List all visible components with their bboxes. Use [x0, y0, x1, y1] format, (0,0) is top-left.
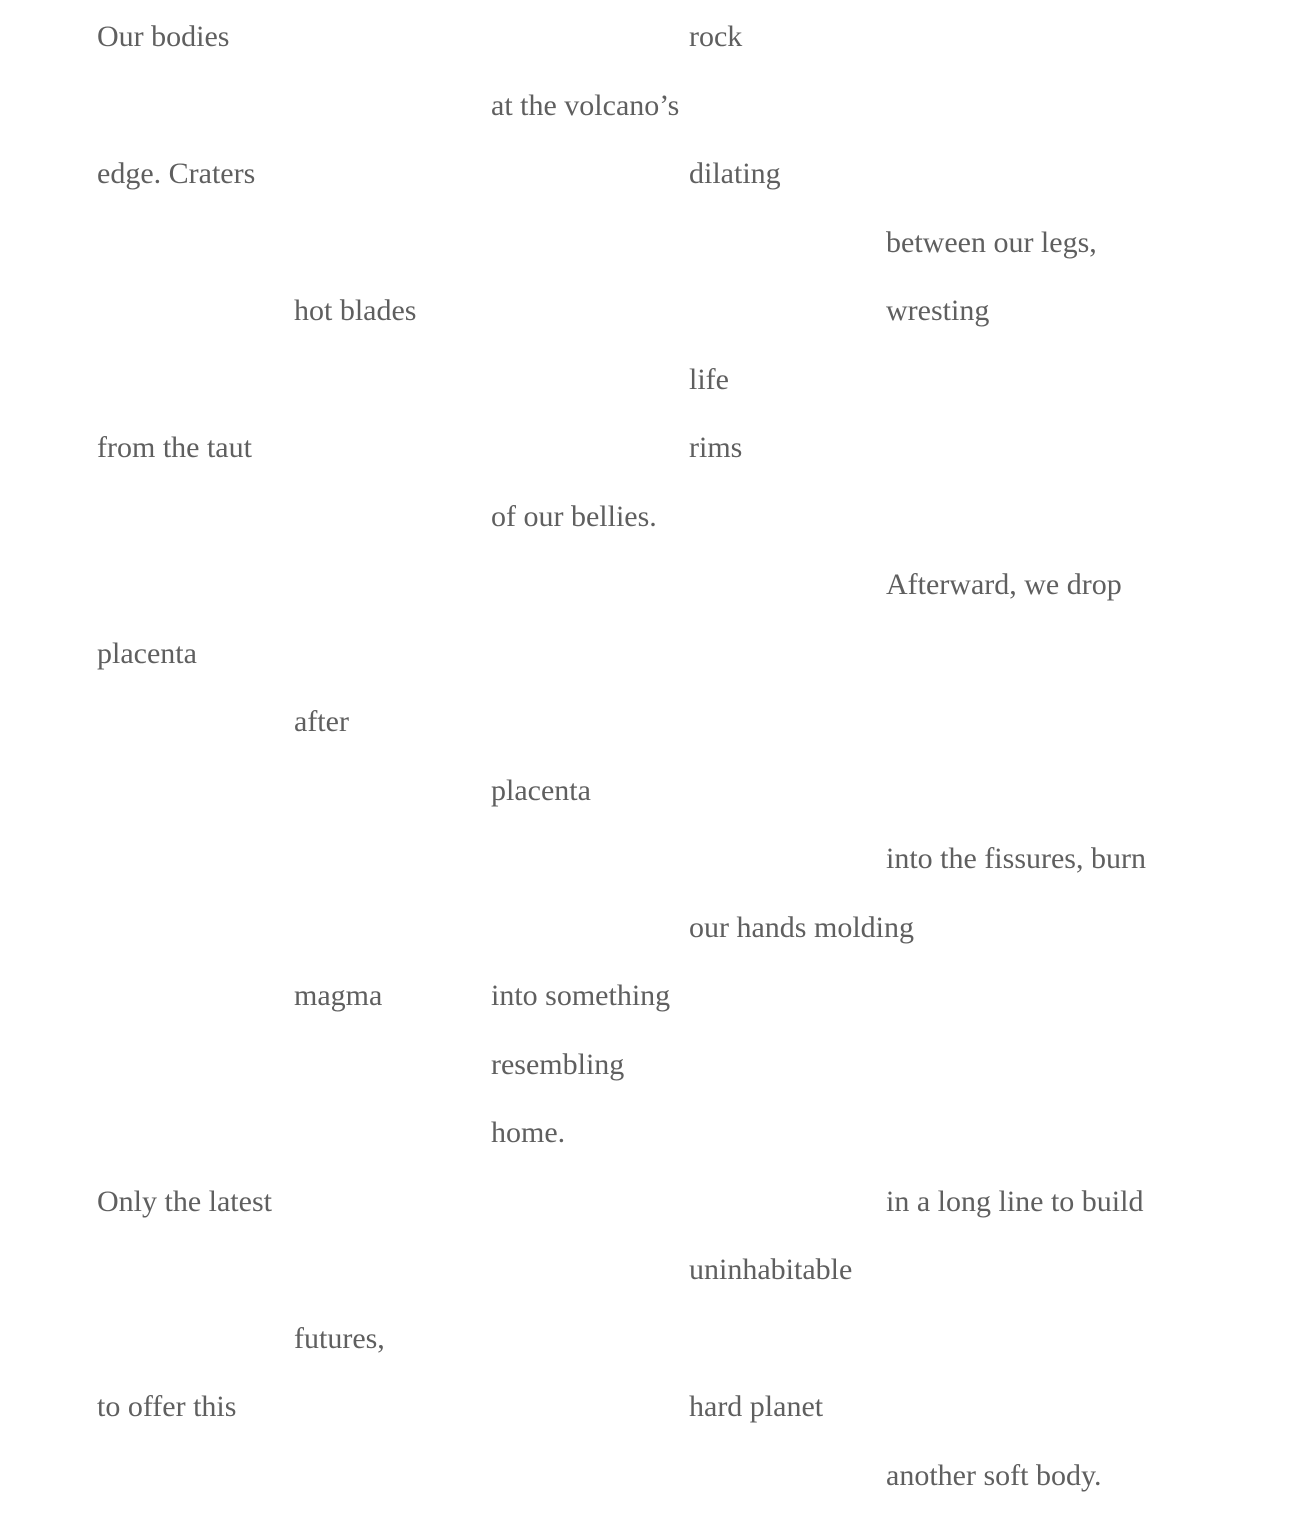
poem-fragment: home.: [491, 1116, 566, 1149]
poem-fragment: hard planet: [689, 1390, 824, 1423]
poem-line: [0, 1461, 1294, 1529]
poem-line: [0, 91, 1294, 159]
poem-line: [0, 1392, 1294, 1460]
poem-fragment: futures,: [294, 1322, 385, 1355]
poem-line: [0, 22, 1294, 90]
poem-fragment: from the taut: [97, 431, 252, 464]
poem-fragment: edge. Craters: [97, 157, 256, 190]
poem-fragment: rock: [689, 20, 743, 53]
poem-line: [0, 570, 1294, 638]
poem-fragment: placenta: [491, 774, 591, 807]
poem-fragment: another soft body.: [886, 1459, 1102, 1492]
poem-fragment: uninhabitable: [689, 1253, 853, 1286]
poem-fragment: Our bodies: [97, 20, 230, 53]
poem-line: [0, 365, 1294, 433]
poem-fragment: into something: [491, 979, 671, 1012]
poem-line: [0, 1118, 1294, 1186]
poem-fragment: resembling: [491, 1048, 625, 1081]
poem-line: [0, 1187, 1294, 1255]
poem-fragment: in a long line to build: [886, 1185, 1144, 1218]
poem-fragment: into the fissures, burn: [886, 842, 1146, 875]
poem-fragment: Afterward, we drop: [886, 568, 1122, 601]
poem-fragment: hot blades: [294, 294, 417, 327]
poem-fragment: dilating: [689, 157, 781, 190]
poem-line: [0, 1324, 1294, 1392]
poem-fragment: magma: [294, 979, 383, 1012]
poem-line: [0, 159, 1294, 227]
poem-line: [0, 1050, 1294, 1118]
poem-line: [0, 776, 1294, 844]
poem-fragment: Only the latest: [97, 1185, 272, 1218]
poem-fragment: after: [294, 705, 349, 738]
poem-fragment: to offer this: [97, 1390, 237, 1423]
poem-line: [0, 981, 1294, 1049]
poem-line: [0, 913, 1294, 981]
poem-line: [0, 639, 1294, 707]
poem-fragment: rims: [689, 431, 743, 464]
poem-line: [0, 707, 1294, 775]
poem-line: [0, 502, 1294, 570]
poem-fragment: our hands molding: [689, 911, 914, 944]
poem-line: [0, 433, 1294, 501]
poem-fragment: placenta: [97, 637, 197, 670]
poem-line: [0, 1255, 1294, 1323]
poem-line: [0, 228, 1294, 296]
poem-line: [0, 844, 1294, 912]
poem-fragment: wresting: [886, 294, 990, 327]
poem-fragment: of our bellies.: [491, 500, 657, 533]
poem-fragment: between our legs,: [886, 226, 1097, 259]
poem-line: [0, 296, 1294, 364]
poem-fragment: life: [689, 363, 729, 396]
poem-fragment: at the volcano’s: [491, 89, 680, 122]
